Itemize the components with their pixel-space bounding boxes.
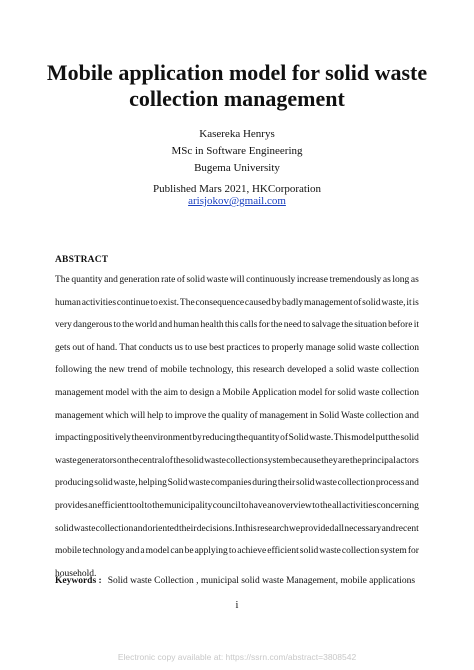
keywords-label: Keywords :	[55, 576, 102, 586]
author-email-link[interactable]: arisjokov@gmail.com	[188, 195, 286, 207]
publication-info: Published Mars 2021, HKCorporation	[152, 183, 322, 195]
abstract-line: solid waste collection and oriented their decisions. In this research we provided all necessary and recent	[55, 523, 419, 534]
abstract-line: mobile technology and a model can be applying to achieve efficient solid waste collection system for	[55, 546, 419, 557]
abstract-line: management model with the aim to design a Mobile Application model for solid waste collection	[55, 387, 419, 398]
abstract-line: impacting positively the environment by reducing the quantity of Solid waste. This model put the solid	[55, 433, 419, 444]
abstract-line: gets out of hand. That conducts us to use best practices to properly manage solid waste collection	[55, 342, 419, 353]
abstract-line: The quantity and generation rate of solid waste will continuously increase tremendously as long as	[55, 275, 419, 285]
abstract-body	[55, 269, 419, 585]
abstract-heading: ABSTRACT	[55, 255, 109, 265]
abstract-line: very dangerous to the world and human health this calls for the need to salvage the situation before it	[55, 320, 419, 331]
abstract-line: provides an efficient tool to the municipality council to have an overview to the all activities concerning	[55, 500, 419, 511]
author-name: Kasereka Henrys	[199, 128, 275, 140]
abstract-line: human activities continue to exist. The consequence caused by badly management of solid waste, it is	[55, 297, 419, 308]
title-line-2: collection management	[129, 86, 345, 111]
abstract-line: waste generators on the central of the solid waste collection system because they are the principal actors	[55, 455, 419, 466]
author-degree: MSc in Software Engineering	[171, 145, 303, 157]
title-line-1: Mobile application model for solid waste	[46, 60, 428, 85]
keywords-line	[55, 576, 415, 586]
page-number: i	[235, 600, 239, 611]
abstract-line: household.	[55, 568, 97, 579]
author-block	[0, 126, 474, 177]
keywords-text: Solid waste Collection , municipal solid waste Management, mobile applications	[107, 576, 416, 586]
abstract-line: producing solid waste, helping Solid waste companies during their solid waste collection process and	[55, 478, 419, 489]
abstract-line: management which will help to improve the quality of management in Solid Waste collection and	[55, 410, 419, 421]
abstract-line: following the new trend of mobile technology, this research developed a solid waste collection	[55, 365, 419, 376]
publication-block	[0, 183, 474, 207]
ssrn-footer-link[interactable]: Electronic copy available at: https://ssrn.com/abstract=3808542	[117, 652, 357, 662]
paper-title	[30, 60, 444, 112]
author-affiliation: Bugema University	[194, 162, 280, 174]
